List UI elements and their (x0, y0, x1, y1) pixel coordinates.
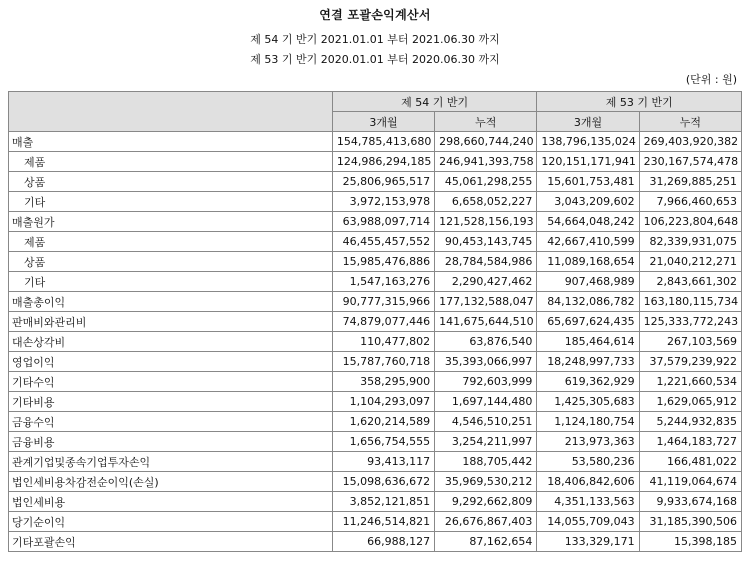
current-cumulative-value: 3,254,211,997 (435, 432, 537, 452)
header-prior-period: 제 53 기 반기 (537, 92, 742, 112)
table-row (9, 232, 742, 252)
current-3month-value: 66,988,127 (332, 532, 434, 552)
current-cumulative-value: 9,292,662,809 (435, 492, 537, 512)
table-row (9, 212, 742, 232)
account-name: 관계기업및종속기업투자손익 (9, 452, 333, 472)
current-period-label: 제 54 기 반기 2021.01.01 부터 2021.06.30 까지 (250, 33, 500, 46)
unit-label: (단위 : 원) (685, 73, 737, 86)
current-3month-value: 1,620,214,589 (332, 412, 434, 432)
prior-cumulative-value: 37,579,239,922 (639, 352, 741, 372)
prior-cumulative-value: 166,481,022 (639, 452, 741, 472)
current-3month-value: 25,806,965,517 (332, 172, 434, 192)
table-row (9, 512, 742, 532)
table-row (9, 132, 742, 152)
current-cumulative-value: 141,675,644,510 (435, 312, 537, 332)
prior-cumulative-value: 106,223,804,648 (639, 212, 741, 232)
account-name: 매출 (9, 132, 333, 152)
table-row (9, 432, 742, 452)
table-row (9, 252, 742, 272)
header-current-period: 제 54 기 반기 (332, 92, 537, 112)
current-cumulative-value: 246,941,393,758 (435, 152, 537, 172)
current-3month-value: 124,986,294,185 (332, 152, 434, 172)
prior-cumulative-value: 1,629,065,912 (639, 392, 741, 412)
prior-3month-value: 1,124,180,754 (537, 412, 639, 432)
table-row (9, 192, 742, 212)
table-row (9, 392, 742, 412)
current-3month-value: 46,455,457,552 (332, 232, 434, 252)
current-cumulative-value: 792,603,999 (435, 372, 537, 392)
statement-title: 연결 포괄손익계산서 (319, 8, 431, 22)
table-row (9, 172, 742, 192)
prior-3month-value: 65,697,624,435 (537, 312, 639, 332)
prior-3month-value: 138,796,135,024 (537, 132, 639, 152)
current-cumulative-value: 298,660,744,240 (435, 132, 537, 152)
prior-period-label: 제 53 기 반기 2020.01.01 부터 2020.06.30 까지 (250, 53, 500, 66)
prior-cumulative-value: 41,119,064,674 (639, 472, 741, 492)
table-row (9, 472, 742, 492)
header-current-cumulative: 누적 (435, 112, 537, 132)
current-cumulative-value: 45,061,298,255 (435, 172, 537, 192)
table-row (9, 452, 742, 472)
header-prior-cumulative: 누적 (639, 112, 741, 132)
prior-cumulative-value: 2,843,661,302 (639, 272, 741, 292)
table-row (9, 492, 742, 512)
table-row (9, 272, 742, 292)
prior-3month-value: 15,601,753,481 (537, 172, 639, 192)
current-cumulative-value: 35,969,530,212 (435, 472, 537, 492)
prior-3month-value: 3,043,209,602 (537, 192, 639, 212)
table-row (9, 292, 742, 312)
account-name: 판매비와관리비 (9, 312, 333, 332)
current-cumulative-value: 35,393,066,997 (435, 352, 537, 372)
current-3month-value: 15,985,476,886 (332, 252, 434, 272)
current-cumulative-value: 63,876,540 (435, 332, 537, 352)
current-3month-value: 11,246,514,821 (332, 512, 434, 532)
prior-cumulative-value: 1,221,660,534 (639, 372, 741, 392)
table-row (9, 532, 742, 552)
prior-cumulative-value: 125,333,772,243 (639, 312, 741, 332)
prior-cumulative-value: 15,398,185 (639, 532, 741, 552)
prior-3month-value: 120,151,171,941 (537, 152, 639, 172)
header-account-blank (9, 92, 333, 132)
prior-3month-value: 14,055,709,043 (537, 512, 639, 532)
current-cumulative-value: 121,528,156,193 (435, 212, 537, 232)
prior-cumulative-value: 267,103,569 (639, 332, 741, 352)
account-name: 상품 (9, 252, 333, 272)
account-name: 법인세비용 (9, 492, 333, 512)
header-current-3month: 3개월 (332, 112, 434, 132)
account-name: 매출원가 (9, 212, 333, 232)
prior-cumulative-value: 269,403,920,382 (639, 132, 741, 152)
account-name: 기타비용 (9, 392, 333, 412)
header-prior-3month: 3개월 (537, 112, 639, 132)
current-cumulative-value: 2,290,427,462 (435, 272, 537, 292)
current-3month-value: 15,098,636,672 (332, 472, 434, 492)
account-name: 기타수익 (9, 372, 333, 392)
account-name: 금융비용 (9, 432, 333, 452)
account-name: 매출총이익 (9, 292, 333, 312)
table-row (9, 332, 742, 352)
current-cumulative-value: 90,453,143,745 (435, 232, 537, 252)
current-cumulative-value: 177,132,588,047 (435, 292, 537, 312)
prior-3month-value: 54,664,048,242 (537, 212, 639, 232)
current-3month-value: 154,785,413,680 (332, 132, 434, 152)
account-name: 기타 (9, 272, 333, 292)
prior-cumulative-value: 1,464,183,727 (639, 432, 741, 452)
current-cumulative-value: 87,162,654 (435, 532, 537, 552)
account-name: 기타 (9, 192, 333, 212)
current-3month-value: 1,656,754,555 (332, 432, 434, 452)
account-name: 제품 (9, 152, 333, 172)
current-3month-value: 74,879,077,446 (332, 312, 434, 332)
current-3month-value: 1,104,293,097 (332, 392, 434, 412)
current-3month-value: 3,852,121,851 (332, 492, 434, 512)
table-row (9, 372, 742, 392)
current-cumulative-value: 4,546,510,251 (435, 412, 537, 432)
current-3month-value: 1,547,163,276 (332, 272, 434, 292)
account-name: 당기순이익 (9, 512, 333, 532)
prior-3month-value: 84,132,086,782 (537, 292, 639, 312)
prior-cumulative-value: 21,040,212,271 (639, 252, 741, 272)
current-3month-value: 358,295,900 (332, 372, 434, 392)
current-cumulative-value: 26,676,867,403 (435, 512, 537, 532)
prior-cumulative-value: 31,269,885,251 (639, 172, 741, 192)
prior-3month-value: 11,089,168,654 (537, 252, 639, 272)
prior-3month-value: 619,362,929 (537, 372, 639, 392)
current-3month-value: 90,777,315,966 (332, 292, 434, 312)
prior-3month-value: 53,580,236 (537, 452, 639, 472)
account-name: 대손상각비 (9, 332, 333, 352)
table-row (9, 312, 742, 332)
prior-3month-value: 18,406,842,606 (537, 472, 639, 492)
account-name: 금융수익 (9, 412, 333, 432)
account-name: 기타포괄손익 (9, 532, 333, 552)
current-cumulative-value: 28,784,584,986 (435, 252, 537, 272)
prior-cumulative-value: 163,180,115,734 (639, 292, 741, 312)
current-3month-value: 15,787,760,718 (332, 352, 434, 372)
prior-cumulative-value: 230,167,574,478 (639, 152, 741, 172)
prior-cumulative-value: 7,966,460,653 (639, 192, 741, 212)
account-name: 상품 (9, 172, 333, 192)
prior-3month-value: 1,425,305,683 (537, 392, 639, 412)
prior-cumulative-value: 31,185,390,506 (639, 512, 741, 532)
table-body (9, 132, 742, 552)
prior-3month-value: 18,248,997,733 (537, 352, 639, 372)
table-row (9, 152, 742, 172)
current-3month-value: 93,413,117 (332, 452, 434, 472)
current-3month-value: 3,972,153,978 (332, 192, 434, 212)
prior-3month-value: 42,667,410,599 (537, 232, 639, 252)
prior-3month-value: 185,464,614 (537, 332, 639, 352)
prior-3month-value: 213,973,363 (537, 432, 639, 452)
header-row-periods (9, 92, 742, 112)
table-row (9, 412, 742, 432)
prior-3month-value: 133,329,171 (537, 532, 639, 552)
table-row (9, 352, 742, 372)
prior-3month-value: 4,351,133,563 (537, 492, 639, 512)
prior-cumulative-value: 5,244,932,835 (639, 412, 741, 432)
current-cumulative-value: 188,705,442 (435, 452, 537, 472)
current-3month-value: 63,988,097,714 (332, 212, 434, 232)
prior-3month-value: 907,468,989 (537, 272, 639, 292)
prior-cumulative-value: 82,339,931,075 (639, 232, 741, 252)
account-name: 법인세비용차감전순이익(손실) (9, 472, 333, 492)
account-name: 제품 (9, 232, 333, 252)
current-3month-value: 110,477,802 (332, 332, 434, 352)
current-cumulative-value: 6,658,052,227 (435, 192, 537, 212)
current-cumulative-value: 1,697,144,480 (435, 392, 537, 412)
income-statement-table (8, 91, 742, 552)
prior-cumulative-value: 9,933,674,168 (639, 492, 741, 512)
account-name: 영업이익 (9, 352, 333, 372)
